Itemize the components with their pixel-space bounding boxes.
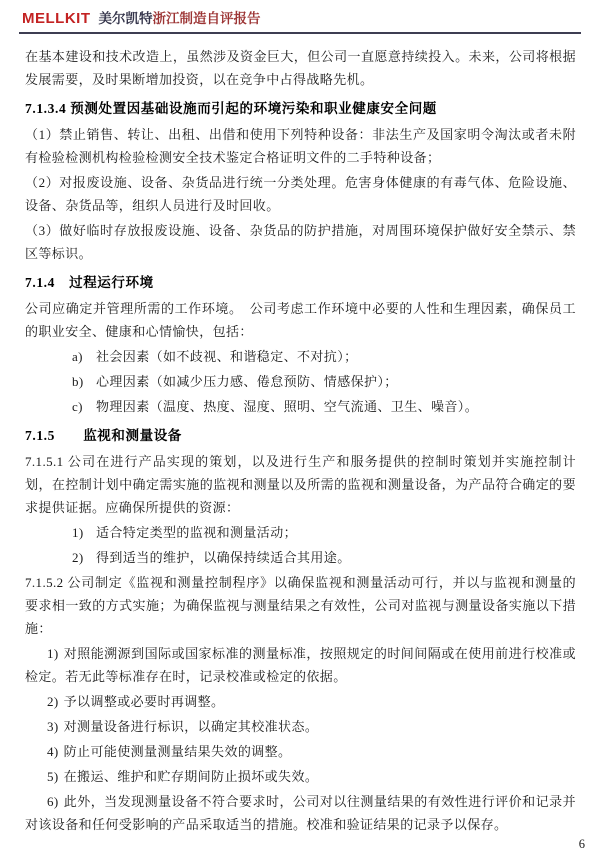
list-item-label: b) [72, 374, 84, 389]
paragraph: 公司应确定并管理所需的工作环境。 公司考虑工作环境中必要的人性和生理因素，确保员工的职业安全、健康和心情愉快，包括： [25, 301, 576, 339]
paragraph: （2）对报废设施、设备、杂货品进行统一分类处理。危害身体健康的有毒气体、危险设施、设备、杂货品等，组织人员进行及时回收。 [25, 175, 576, 213]
numbered-item: 5) 在搬运、维护和贮存期间防止损坏或失效。 [47, 769, 319, 784]
report-title-name: 浙江制造自评报告 [152, 11, 261, 26]
numbered-item-label: 6) [47, 794, 59, 809]
numbered-item: 3) 对测量设备进行标识，以确定其校准状态。 [47, 719, 319, 734]
brand-logo-text: MELLKIT [22, 10, 91, 27]
numbered-item: 1) 对照能溯源到国际或国家标准的测量标准，按照规定的时间间隔或在使用前进行校准或检定。若无此等标准存在时，记录校准或检定的依据。 [25, 646, 576, 684]
list-item-label: c) [72, 399, 83, 414]
numbered-item: 6) 此外，当发现测量设备不符合要求时，公司对以往测量结果的有效性进行评价和记录并对该设备和任何受影响的产品采取适当的措施。校准和验证结果的记录予以保存。 [25, 794, 576, 832]
numbered-item: 4) 防止可能使测量测量结果失效的调整。 [47, 744, 292, 759]
list-item: 2) 得到适当的维护，以确保持续适合其用途。 [25, 546, 576, 569]
numbered-item: 2) 予以调整或必要时再调整。 [47, 694, 225, 709]
numbered-item-label: 4) [47, 744, 59, 759]
list-item: b) 心理因素（如减少压力感、倦怠预防、情感保护）； [25, 370, 576, 393]
paragraph: 在基本建设和技术改造上，虽然涉及资金巨大，但公司一直愿意持续投入。未来，公司将根据发展需要，及时果断增加投资，以在竞争中占得战略先机。 [25, 49, 576, 87]
section-heading: 7.1.4 过程运行环境 [25, 275, 154, 290]
report-header [0, 0, 600, 31]
section-heading: 7.1.3.4 预测处置因基础设施而引起的环境污染和职业健康安全问题 [25, 101, 437, 116]
paragraph: （3）做好临时存放报废设施、设备、杂货品的防护措施，对周围环境保护做好安全禁示、禁区等标识。 [25, 223, 576, 261]
paragraph: 7.1.5.1 公司在进行产品实现的策划，以及进行生产和服务提供的控制时策划并实施控制计划，在控制计划中确定需实施的监视和测量以及所需的监视和测量设备，为产品符合确定的要求提供证据。应确保所提供的资源： [25, 454, 576, 515]
paragraph: （1）禁止销售、转让、出租、出借和使用下列特种设备：非法生产及国家明令淘汰或者未附有检验检测机构检验检测安全技术鉴定合格证明文件的二手特种设备； [25, 127, 576, 165]
list-item: c) 物理因素（温度、热度、湿度、照明、空气流通、卫生、噪音）。 [25, 395, 576, 418]
list-item-label: 2) [72, 550, 84, 565]
list-item: 1) 适合特定类型的监视和测量活动； [25, 521, 576, 544]
document-body [0, 34, 600, 836]
list-item-label: a) [72, 349, 83, 364]
list-item: a) 社会因素（如不歧视、和谐稳定、不对抗）； [25, 345, 576, 368]
numbered-item-label: 3) [47, 719, 59, 734]
list-item-label: 1) [72, 525, 84, 540]
paragraph: 7.1.5.2 公司制定《监视和测量控制程序》以确保监视和测量活动可行，并以与监视和测量的要求相一致的方式实施；为确保监视与测量结果之有效性，公司对监视与测量设备实施以下措施： [25, 575, 576, 636]
numbered-item-label: 5) [47, 769, 59, 784]
report-title-company: 美尔凯特 [98, 11, 153, 26]
section-heading: 7.1.5 监视和测量设备 [25, 428, 182, 443]
numbered-item-label: 1) [47, 646, 59, 661]
page-number: 6 [578, 837, 585, 851]
numbered-item-label: 2) [47, 694, 59, 709]
